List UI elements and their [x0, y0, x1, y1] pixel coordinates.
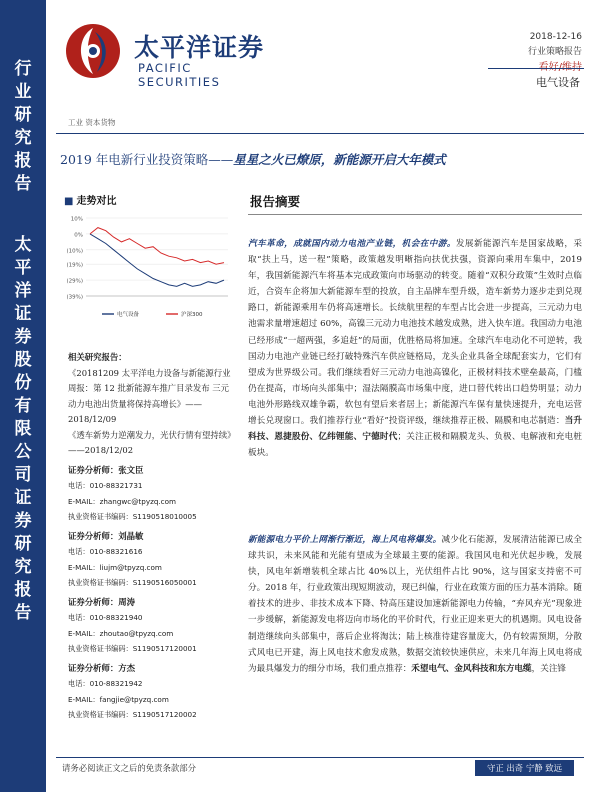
analyst-email[interactable]: E-MAIL：zhangwc@tpyzq.com — [68, 496, 177, 506]
analyst-phone: 电话：010-88321940 — [68, 613, 143, 622]
trend-chart — [62, 210, 234, 328]
related-heading: 相关研究报告： — [68, 352, 127, 362]
analyst-phone: 电话：010-88321942 — [68, 679, 143, 688]
logo-name-en: PACIFIC SECURITIES — [138, 61, 221, 89]
report-date: 2018-12-16 — [529, 32, 582, 42]
paragraph-text: 减少化石能源，发展清洁能源已成全球共识，未来风能和光能有望成为全球最主要的能源。我国风电和光伏起步晚，发展快，风电年新增装机全球占比 40%以上，光伏组件占比 90%，这与国家支持密不可分。2018 年，行业政策出现短期波动，现已纠偏，行业在政策方面的压力基本消除。随着技术的进步、非技术成本下降、特高压建设加速新能源电力传输，“弃风弃光”现象进一步缓解，新能源发电将迈向市场化的平价时代，行业正迎来更大的机遇期。风电设备制造继续向头部集中，落后企业将淘汰；陆上核准待建容量庞大，仍有较需预期，分散式风电已开建，海上风电技术愈发成熟，数据交流较快速供应，未来几年海上风电将成为最具爆发力的细分市场，我们重点推荐： — [248, 535, 582, 674]
sidebar-top-label: 行业研究报告 — [14, 59, 32, 194]
title-emphasis: 星星之火已燎原，新能源开启大年模式 — [233, 152, 446, 167]
analyst-email[interactable]: E-MAIL：fangjie@tpyzq.com — [68, 694, 169, 704]
analyst-name: 刘晶敏 — [118, 530, 144, 541]
trend-heading — [64, 192, 116, 207]
analyst-email[interactable]: E-MAIL：zhoutao@tpyzq.com — [68, 628, 174, 638]
y-tick-label: 0% — [74, 232, 83, 239]
related-item[interactable]: 《20181209 太平洋电力设备与新能源行业周报：第 12 批新能源车推广目录发布 三元动力电池出货量将保持高增长》——2018/12/09 — [68, 367, 231, 424]
legend-label: 电气设备 — [117, 312, 140, 318]
title-divider — [56, 133, 584, 134]
title-prefix: 2019 年电新行业投资策略—— — [60, 152, 234, 167]
analyst-license: 执业资格证书编码：S1190517120002 — [68, 710, 197, 719]
analyst-name: 方杰 — [118, 662, 135, 673]
disclaimer-note: 请务必阅读正文之后的免责条款部分 — [62, 763, 196, 773]
paragraph-lead: 新能源电力平价上网渐行渐近，海上风电将爆发。 — [248, 535, 442, 545]
analyst-email[interactable]: E-MAIL：liujm@tpyzq.com — [68, 562, 162, 572]
industry-tags: 工业 资本货物 — [68, 118, 116, 127]
analyst-role: 证券分析师： — [68, 464, 119, 475]
pacific-logo-icon — [64, 22, 122, 80]
analyst-card — [68, 595, 232, 657]
analyst-name: 周涛 — [118, 596, 135, 607]
y-tick-label: (39%) — [66, 294, 83, 301]
series-line-index — [90, 228, 224, 265]
square-bullet-icon: ■ — [64, 196, 74, 207]
paragraph-text: ；关注正极和隔膜龙头、负极、电解液和充电桩板块。 — [248, 432, 582, 459]
recommended-stocks: 当升科技、恩捷股份、亿纬锂能、宁德时代 — [248, 416, 582, 443]
related-reports — [68, 350, 232, 723]
paragraph-text: ，关注锋 — [531, 663, 567, 674]
trend-chart-svg — [62, 210, 234, 328]
series-line-sector — [90, 234, 224, 287]
analyst-card — [68, 661, 232, 723]
summary-paragraph-power — [248, 532, 582, 677]
analyst-role: 证券分析师： — [68, 530, 119, 541]
y-tick-label: (19%) — [66, 262, 83, 269]
y-tick-label: 10% — [70, 216, 83, 223]
analyst-license: 执业资格证书编码：S1190516050001 — [68, 578, 197, 587]
analyst-phone: 电话：010-88321616 — [68, 547, 143, 556]
logo-name-cn: 太平洋证券 — [134, 33, 265, 62]
analyst-card — [68, 529, 232, 591]
paragraph-lead: 汽车革命，成就国内动力电池产业链，机会在中游。 — [248, 239, 456, 249]
analyst-license: 执业资格证书编码：S1190517120001 — [68, 644, 197, 653]
footer-divider — [56, 757, 584, 758]
sector-label: 电气设备 — [536, 76, 580, 89]
summary-divider — [248, 214, 582, 215]
y-tick-label: (29%) — [66, 278, 83, 285]
analyst-card — [68, 463, 232, 525]
analyst-name: 张文臣 — [118, 464, 144, 475]
company-motto: 守正 出奇 宁静 致远 — [475, 760, 574, 776]
recommended-stocks: 禾望电气、金风科技和东方电缆 — [411, 663, 532, 674]
report-title — [60, 150, 446, 168]
header-divider — [488, 68, 584, 69]
trend-heading-text: 走势对比 — [76, 196, 117, 207]
paragraph-text: 发展新能源汽车是国家战略，采取“扶上马，送一程”策略，政策越发明晰指向扶优扶强，资源向乘用车集中，2019 年，我国新能源汽车将基本完成政策向市场驱动的转变。随着“双积分政策”生效时点临近，合资车企将加大新能源车型的投放，自主品牌车型升级，造车新势力逐步走到兑现路口，新能源乘用车仍将高速增长。长续航里程的车型占比会进一步提高，三元动力电池需求量增速超过 60%，高镍三元动力电池技术越发成熟，进入快车道。我国动力电池已经形成“一超两强，多追赶”的局面，优胜格局将加速。全球汽车电动化不可逆转，我国动力电池产业链已经打破特殊汽车供应链格局，龙头企业具备全球配套实力，它们有望成为世界级公司。我们继续看好三元动力电池高镍化，正极材料技术壁垒最高，门槛仍在提高，市场向头部集中；湿法隔膜高市场集中度，进口替代转出口趋势明显；动力电池外形路线双雄争霸，软包有望后来者居上；新能源汽车保有量快速提升，充电运营增长兑现窗口。我们推荐行业“看好”投资评级，继续推荐正极、隔膜和电芯制造： — [248, 239, 582, 427]
summary-paragraph-ev — [248, 236, 582, 461]
analyst-role: 证券分析师： — [68, 596, 119, 607]
report-type: 行业策略报告 — [527, 47, 582, 57]
left-sidebar-band — [0, 0, 46, 792]
analyst-license: 执业资格证书编码：S1190518010005 — [68, 512, 197, 521]
company-logo — [64, 22, 274, 89]
legend-label: 沪深300 — [181, 312, 203, 318]
related-item[interactable]: 《透车新势力逆潮发力，光伏行情有望持续》——2018/12/02 — [68, 429, 232, 455]
summary-heading: 报告摘要 — [250, 194, 301, 209]
analyst-role: 证券分析师： — [68, 662, 119, 673]
sidebar-bottom-label: 太平洋证券股份有限公司证券研究报告 — [14, 235, 32, 623]
y-tick-label: (10%) — [66, 248, 83, 255]
rating-label: 看好/维持 — [538, 62, 582, 73]
analyst-phone: 电话：010-88321731 — [68, 481, 143, 490]
